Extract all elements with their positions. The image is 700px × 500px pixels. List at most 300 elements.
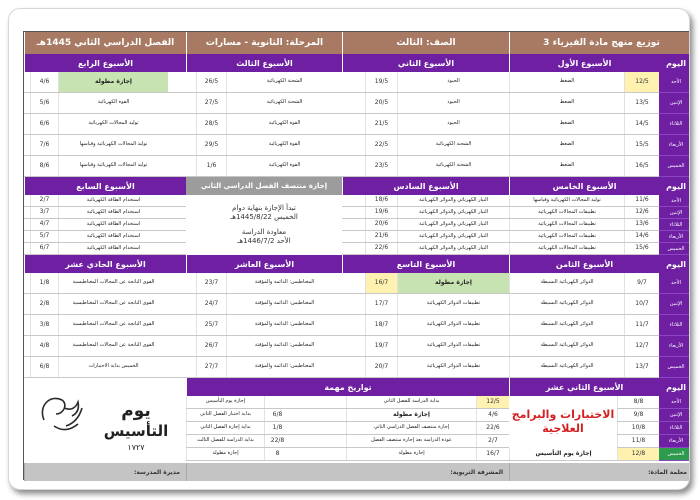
date-cell: 20/7 [365, 357, 397, 377]
table-row [186, 72, 342, 93]
table-row [509, 135, 659, 156]
table-row [342, 114, 509, 135]
table-row [24, 231, 186, 243]
logo-line2: التأسيس [103, 422, 169, 440]
date-cell: 12/8 [617, 448, 659, 460]
date-cell: 5/6 [30, 93, 58, 113]
table-cell [168, 135, 186, 155]
table-row [186, 336, 342, 357]
table-cell [186, 273, 196, 293]
table-row [342, 315, 509, 336]
header-cell: الصف: الثالث [342, 32, 509, 54]
week-header: الأسبوع التاسع [342, 255, 509, 273]
table-row [24, 135, 186, 156]
date-cell: 4/6 [30, 72, 58, 92]
topic-cell: الدوائر الكهربائية البسيطة [509, 294, 624, 314]
table-cell [168, 72, 186, 92]
date-cell: 8/8 [617, 396, 659, 408]
date-cell: 22/5 [365, 135, 397, 155]
topic-cell: إجازة يوم التأسيس [509, 448, 617, 460]
topic-cell: القوة الكهربائية [58, 93, 168, 113]
week-header: الأسبوع العاشر [186, 255, 342, 273]
date-cell: 13/7 [624, 357, 659, 377]
table-cell [168, 207, 186, 218]
topic-cell: الشحنة الكهربائية [226, 93, 342, 113]
date-cell: 11/7 [624, 315, 659, 335]
topic-cell: الضغط [509, 135, 624, 155]
day-label: الإثنين [659, 207, 690, 219]
topic-cell: استخدام الطاقة الكهربائية [58, 231, 168, 242]
table-cell [168, 231, 186, 242]
table-row [24, 219, 186, 231]
topic-cell: المغناطيس: الدائمة والمؤقتة [226, 336, 342, 356]
date-cell: 2/7 [30, 195, 58, 206]
date-cell: 1/6 [196, 156, 226, 176]
day-label: الثلاثاء [659, 315, 690, 336]
table-row [24, 72, 186, 93]
topic-cell: تطبيقات الدوائر الكهربائية [397, 357, 509, 377]
date-cell: 6/8 [30, 357, 58, 377]
table-row [186, 357, 342, 378]
topic-cell: تطبيقات المجالات الكهربائية [509, 231, 624, 242]
day-label: الأحد [659, 273, 690, 294]
topic-cell: توليد المجالات الكهربائية [58, 114, 168, 134]
date-cell: 29/5 [196, 135, 226, 155]
midterm-box [186, 177, 342, 255]
table-row [342, 135, 509, 156]
midterm-title: إجازة منتصف الفصل الدراسي الثاني [186, 177, 342, 195]
table-row [509, 219, 659, 231]
topic-cell: توليد المجالات الكهربائية وقياسها [509, 195, 624, 206]
date-cell: 20/5 [365, 93, 397, 113]
table-row [509, 243, 659, 255]
table-row [342, 72, 509, 93]
date-cell: 21/6 [365, 231, 397, 242]
table-row [186, 135, 342, 156]
table-row [24, 156, 186, 177]
date-cell: 4/8 [30, 336, 58, 356]
date-cell: 18/7 [365, 315, 397, 335]
date-cell: 16/5 [624, 156, 659, 176]
date-cell: 28/5 [196, 114, 226, 134]
topic-cell: الحيود [397, 72, 509, 92]
topic-cell: الضغط [509, 114, 624, 134]
date-cell: 27/7 [196, 357, 226, 377]
table-cell [168, 93, 186, 113]
date-cell: 23/5 [365, 156, 397, 176]
topic-cell: تطبيقات المجالات الكهربائية [509, 219, 624, 230]
topic-cell: الضغط [509, 93, 624, 113]
table-row [509, 93, 659, 114]
document-card [8, 8, 690, 490]
table-cell [186, 315, 196, 335]
spacer [290, 396, 346, 408]
topic-cell: المغناطيس: الدائمة والمؤقتة [226, 273, 342, 293]
midterm-line: معاودة الدراسة [241, 228, 287, 236]
table-row [342, 357, 509, 378]
date-cell: 15/5 [624, 135, 659, 155]
topic-cell: التيار الكهربائي والدوائر الكهربائية [397, 207, 509, 218]
midterm-body [230, 195, 298, 255]
table-row [24, 273, 186, 294]
table-row [509, 315, 659, 336]
table-row [342, 207, 509, 219]
date-cell: 27/5 [196, 93, 226, 113]
midterm-line: تبدأ الإجازة بنهاية دوام [232, 203, 296, 212]
schedule-table [23, 31, 690, 480]
day-label: الإثنين [659, 294, 690, 315]
date-cell: 23/7 [196, 273, 226, 293]
table-cell [186, 156, 196, 176]
table-row [617, 396, 659, 409]
topic-cell: الحيود [397, 93, 509, 113]
date-cell: 3/7 [30, 207, 58, 218]
date-cell: 26/7 [196, 336, 226, 356]
topic-cell: الخميس بداية الاختبارات [58, 357, 168, 377]
table-row [186, 114, 342, 135]
day-header: اليوم [659, 255, 690, 273]
week-header: الأسبوع الرابع [24, 54, 186, 72]
date-cell: 14/5 [624, 114, 659, 134]
day-label: الأحد [659, 72, 690, 93]
date-cell: 6/7 [30, 243, 58, 254]
topic-cell: التيار الكهربائي والدوائر الكهربائية [397, 243, 509, 254]
topic-cell: إجازة مطولة [397, 273, 509, 293]
table-row [509, 195, 659, 207]
table-row [24, 336, 186, 357]
event-cell: بداية إجازة الفصل الثاني [186, 422, 264, 434]
table-cell [168, 273, 186, 293]
date-cell: 22/6 [365, 243, 397, 254]
event-cell: إجازة يوم التأسيس [186, 396, 264, 408]
date-cell: 4/6 [476, 409, 509, 421]
table-row [24, 93, 186, 114]
table-row [24, 294, 186, 315]
table-cell [186, 93, 196, 113]
table-cell [186, 114, 196, 134]
table-cell [186, 294, 196, 314]
topic-cell: التيار الكهربائي والدوائر الكهربائية [397, 219, 509, 230]
event-cell: إجازة مطولة [186, 448, 264, 460]
topic-cell: الدوائر الكهربائية البسيطة [509, 273, 624, 293]
day-header: اليوم [659, 177, 690, 195]
teacher-signature-field: معلمة المادة: [509, 463, 690, 481]
table-row [24, 357, 186, 378]
table-cell [342, 195, 365, 206]
date-cell: 12/5 [476, 396, 509, 408]
table-cell [342, 114, 365, 134]
event-cell: إجازة مطولة [346, 409, 476, 421]
event-cell: بداية الدراسة للفصل الثاني [346, 396, 476, 408]
table-cell [168, 315, 186, 335]
table-cell [342, 207, 365, 218]
table-row [342, 195, 509, 207]
topic-cell: القوى الناتجة عن المجالات المغناطيسية [58, 273, 168, 293]
day-label: الثلاثاء [659, 219, 690, 231]
date-cell: 10/8 [617, 422, 659, 434]
table-row [342, 156, 509, 177]
table-row [342, 219, 509, 231]
day-label: الثلاثاء [659, 114, 690, 135]
topic-cell: المغناطيس: الدائمة والمؤقتة [226, 357, 342, 377]
important-header: تواريخ مهمة [186, 378, 509, 396]
table-cell [342, 336, 365, 356]
table-cell [168, 195, 186, 206]
table-row [509, 231, 659, 243]
date-cell: 12/7 [624, 336, 659, 356]
table-row [186, 294, 342, 315]
week-header: الأسبوع الثالث [186, 54, 342, 72]
date-cell: 12/6 [624, 207, 659, 218]
date-cell: 9/8 [617, 409, 659, 421]
table-row [342, 294, 509, 315]
table-cell [168, 243, 186, 254]
spacer [290, 409, 346, 421]
date-cell: 13/5 [624, 93, 659, 113]
table-row [186, 409, 509, 422]
date-cell: 8 [264, 448, 290, 460]
date-cell: 20/6 [365, 219, 397, 230]
spacer [290, 435, 346, 447]
table-row [186, 422, 509, 435]
day-label: الإثنين [659, 93, 690, 114]
topic-cell: استخدام الطاقة الكهربائية [58, 243, 168, 254]
table-row [509, 448, 617, 461]
topic-cell: التيار الكهربائي والدوائر الكهربائية [397, 231, 509, 242]
table-row [186, 93, 342, 114]
table-row [24, 207, 186, 219]
table-row [509, 114, 659, 135]
week-header: الأسبوع الثامن [509, 255, 659, 273]
date-cell: 1/8 [30, 273, 58, 293]
table-row [24, 195, 186, 207]
topic-cell: القوة الكهربائية [226, 135, 342, 155]
event-cell: بداية الدراسة للفصل الثالث [186, 435, 264, 447]
spacer [290, 422, 346, 434]
table-cell [342, 156, 365, 176]
table-row [186, 396, 509, 409]
table-row [342, 336, 509, 357]
day-label: الخميس [659, 156, 690, 177]
date-cell: 26/5 [196, 72, 226, 92]
supervisor-signature-field: المشرفة التربوية: [186, 463, 509, 481]
table-row [24, 114, 186, 135]
topic-cell: الحيود [397, 114, 509, 134]
table-cell [342, 72, 365, 92]
table-cell [168, 294, 186, 314]
date-cell: 1/8 [264, 422, 290, 434]
topic-cell: تطبيقات الدوائر الكهربائية [397, 336, 509, 356]
topic-cell: الدوائر الكهربائية البسيطة [509, 336, 624, 356]
date-cell: 22/8 [264, 435, 290, 447]
week-header: الأسبوع السادس [342, 177, 509, 195]
table-row [509, 357, 659, 378]
table-cell [342, 273, 365, 293]
day-label: الإثنين [659, 409, 690, 422]
table-cell [186, 336, 196, 356]
event-cell: عودة الدراسة بعد إجازة منتصف الفصل [346, 435, 476, 447]
date-cell: 9/7 [624, 273, 659, 293]
header-cell: الفصل الدراسي الثاني 1445هـ [24, 32, 186, 54]
date-cell: 24/7 [196, 294, 226, 314]
table-cell [342, 243, 365, 254]
week-header: الأسبوع الحادي عشر [24, 255, 186, 273]
date-cell: 17/7 [365, 294, 397, 314]
principal-signature-field: مديرة المدرسة: [24, 463, 186, 481]
week-header: الأسبوع الأول [509, 54, 659, 72]
date-cell: 2/8 [30, 294, 58, 314]
header-cell: المرحلة: الثانوية - مسارات [186, 32, 342, 54]
date-cell: 18/6 [365, 195, 397, 206]
table-row [509, 336, 659, 357]
event-cell: إجازة مطولة [346, 448, 476, 460]
logo-line1: يوم [121, 401, 151, 421]
topic-cell: تطبيقات المجالات الكهربائية [509, 243, 624, 254]
topic-cell: الضغط [509, 72, 624, 92]
table-cell [342, 315, 365, 335]
table-row [509, 72, 659, 93]
date-cell: 3/8 [30, 315, 58, 335]
table-cell [342, 93, 365, 113]
date-cell: 21/5 [365, 114, 397, 134]
table-row [509, 273, 659, 294]
table-row [342, 243, 509, 255]
day-label: الأربعاء [659, 435, 690, 448]
topic-cell: توليد المجالات الكهربائية وقياسها [58, 135, 168, 155]
day-label: الخميس [659, 357, 690, 378]
topic-cell: تطبيقات الدوائر الكهربائية [397, 315, 509, 335]
topic-cell: القوى الناتجة عن المجالات المغناطيسية [58, 294, 168, 314]
table-row [186, 273, 342, 294]
topic-cell: تطبيقات المجالات الكهربائية [509, 207, 624, 218]
date-cell: 11/8 [617, 435, 659, 447]
table-row [186, 435, 509, 448]
day-label: الأربعاء [659, 135, 690, 156]
topic-cell: القوى الناتجة عن المجالات المغناطيسية [58, 315, 168, 335]
topic-cell: التيار الكهربائي والدوائر الكهربائية [397, 195, 509, 206]
table-row [617, 435, 659, 448]
table-cell [168, 114, 186, 134]
table-cell [342, 357, 365, 377]
table-row [342, 231, 509, 243]
topic-cell: القوة الكهربائية [226, 114, 342, 134]
topic-cell: استخدام الطاقة الكهربائية [58, 207, 168, 218]
table-row [24, 243, 186, 255]
date-cell: 10/7 [624, 294, 659, 314]
topic-cell: المغناطيس: الدائمة والمؤقتة [226, 315, 342, 335]
table-row [342, 273, 509, 294]
date-cell: 19/7 [365, 336, 397, 356]
table-cell [168, 357, 186, 377]
date-cell: 5/7 [30, 231, 58, 242]
midterm-line: الخميس 1445/8/22هـ [230, 212, 298, 221]
table-row [186, 156, 342, 177]
date-cell: 16/7 [476, 448, 509, 460]
date-cell: 16/7 [365, 273, 397, 293]
day-label: الأربعاء [659, 336, 690, 357]
topic-cell: الشحنة الكهربائية [226, 72, 342, 92]
topic-cell: القوى الناتجة عن المجالات المغناطيسية [58, 336, 168, 356]
topic-cell: استخدام الطاقة الكهربائية [58, 195, 168, 206]
table-cell [342, 135, 365, 155]
topic-cell: الشحنة الكهربائية [397, 135, 509, 155]
table-row [617, 448, 659, 461]
week-header: الأسبوع الثاني [342, 54, 509, 72]
table-row [509, 156, 659, 177]
date-cell: 22/6 [476, 422, 509, 434]
date-cell: 4/7 [30, 219, 58, 230]
day-label: الأربعاء [659, 231, 690, 243]
date-cell: 19/5 [365, 72, 397, 92]
table-cell [186, 72, 196, 92]
date-cell: 25/7 [196, 315, 226, 335]
day-label: الأحد [659, 396, 690, 409]
table-row [186, 448, 509, 461]
week-header: الأسبوع الثاني عشر [509, 378, 659, 396]
day-label: الأحد [659, 195, 690, 207]
date-cell: 8/6 [30, 156, 58, 176]
week-header: الأسبوع السابع [24, 177, 186, 195]
event-cell: إجازة منتصف الفصل الدراسي الثاني [346, 422, 476, 434]
table-cell [168, 219, 186, 230]
table-row [617, 409, 659, 422]
topic-cell: الضغط [509, 156, 624, 176]
promo-box [509, 396, 617, 448]
date-cell: 2/7 [476, 435, 509, 447]
date-cell: 14/6 [624, 231, 659, 242]
day-header: اليوم [659, 378, 690, 396]
table-row [617, 422, 659, 435]
day-header: اليوم [659, 54, 690, 72]
topic-cell: الشحنة الكهربائية [397, 156, 509, 176]
topic-cell: تطبيقات الدوائر الكهربائية [397, 294, 509, 314]
table-row [509, 294, 659, 315]
day-label: الخميس [659, 243, 690, 255]
table-row [186, 315, 342, 336]
date-cell: 7/6 [30, 135, 58, 155]
date-cell: 12/5 [624, 72, 659, 92]
logo-year: ١٧٢٧ [127, 443, 145, 452]
table-cell [342, 219, 365, 230]
topic-cell: الدوائر الكهربائية البسيطة [509, 315, 624, 335]
spacer [290, 448, 346, 460]
date-cell: 13/6 [624, 219, 659, 230]
table-cell [168, 336, 186, 356]
date-cell: 15/6 [624, 243, 659, 254]
table-cell [186, 357, 196, 377]
table-row [509, 207, 659, 219]
day-label: الثلاثاء [659, 422, 690, 435]
date-cell: 6/6 [30, 114, 58, 134]
topic-cell: توليد المجالات الكهربائية وقياسها [58, 156, 168, 176]
topic-cell: القوة الكهربائية [226, 156, 342, 176]
date-cell: 6/8 [264, 409, 290, 421]
table-cell [168, 156, 186, 176]
topic-cell: إجازة مطولة [58, 72, 168, 92]
topic-cell: استخدام الطاقة الكهربائية [58, 219, 168, 230]
table-cell [186, 135, 196, 155]
promo-text: الاختبارات والبرامج العلاجية [511, 408, 615, 435]
foundation-day-logo [24, 378, 186, 461]
week-header: الأسبوع الخامس [509, 177, 659, 195]
header-cell: توزيع منهج مادة الفيزياء 3 [509, 32, 690, 54]
midterm-line: الأحد 1446/7/2هـ [237, 237, 291, 246]
table-cell [342, 294, 365, 314]
date-cell: 11/6 [624, 195, 659, 206]
table-cell [342, 231, 365, 242]
date-cell: 19/6 [365, 207, 397, 218]
date-cell [264, 396, 290, 408]
